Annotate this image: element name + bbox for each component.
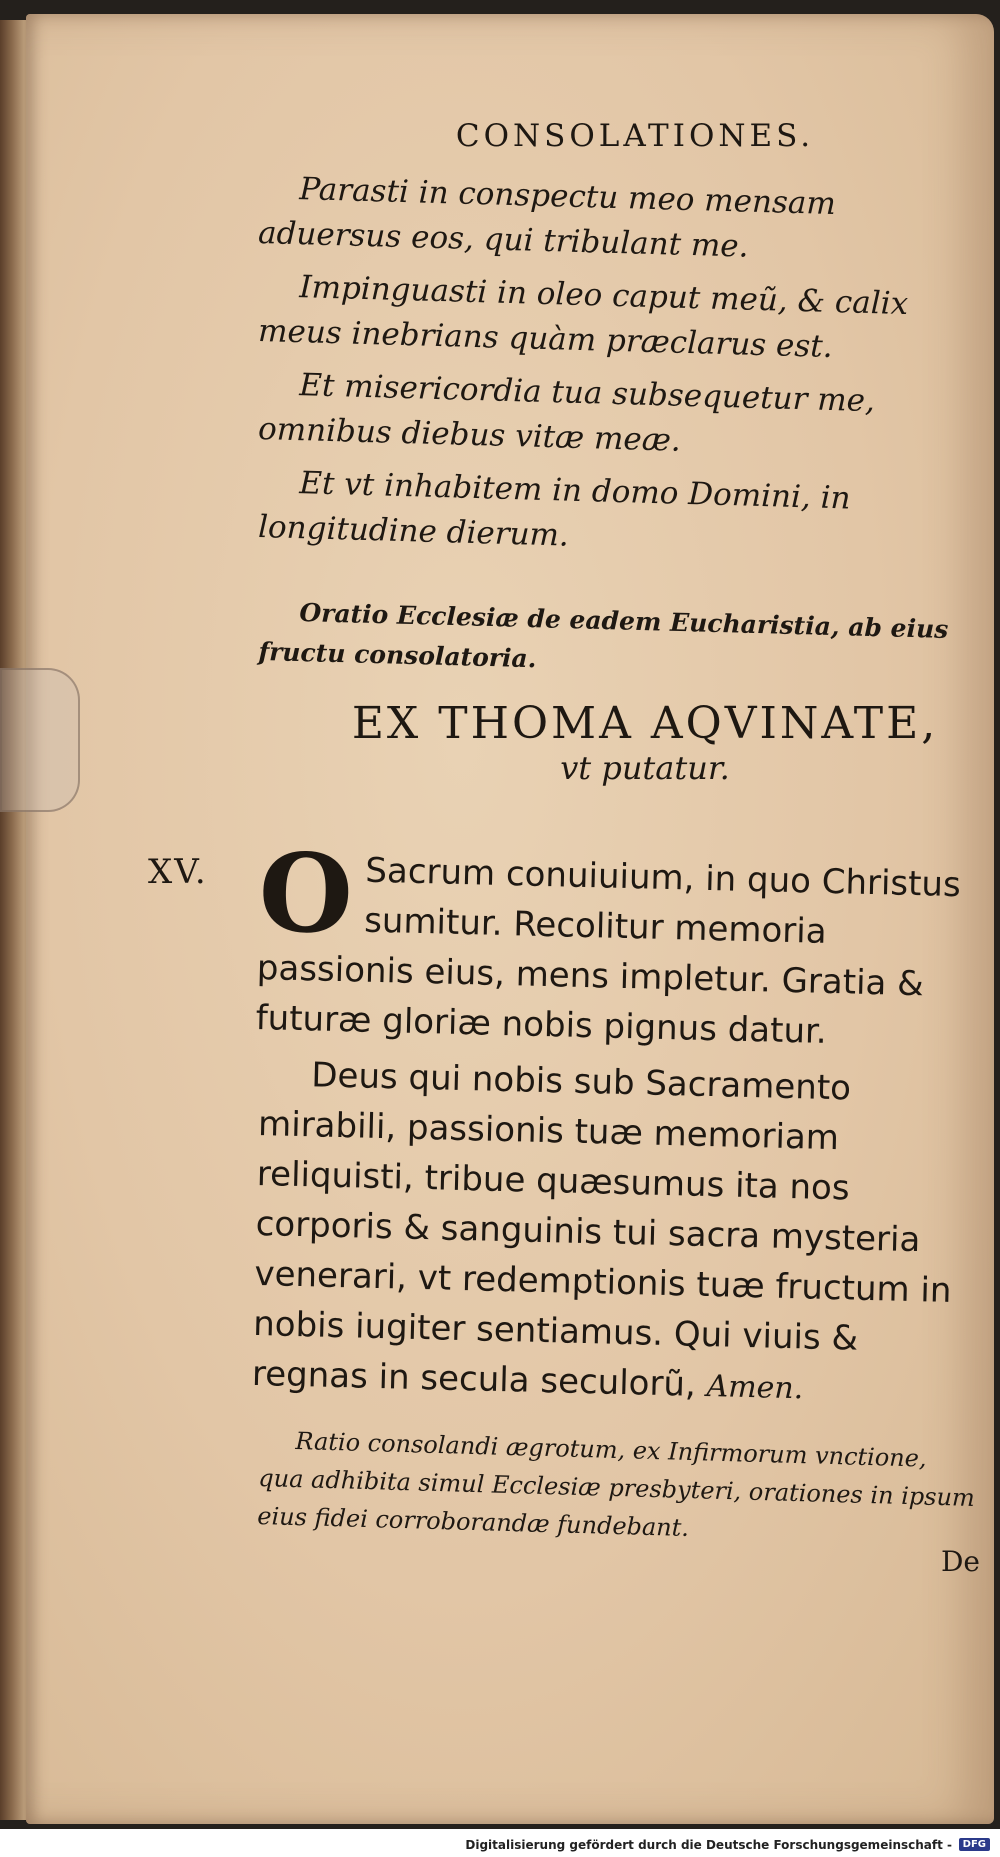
verse-4: Et vt inhabitem in domo Domini, in longitudine dierum.	[257, 465, 852, 554]
verse-3: Et misericordia tua subsequetur me, omnibus diebus vitæ meæ.	[257, 367, 876, 459]
verse-1: Parasti in conspectu meo mensam aduersus eos, qui tribulant me.	[257, 171, 837, 265]
verse-2: Impinguasti in oleo caput meũ, & calix meus inebrians quàm præclarus est.	[257, 269, 909, 366]
prayer-text-2: Deus qui nobis sub Sacramento mirabili, passionis tuæ memoriam reliquisti, tribue quæsumus ita nos corporis & sanguinis tui sacra mysteria venerari, vt redemptionis tuæ fructum in nobis iugiter sentiamus. Qui viuis & regnas in secula seculorũ,	[251, 1055, 952, 1405]
catchword: De	[940, 1545, 980, 1578]
running-head: CONSOLATIONES.	[455, 118, 815, 154]
page-text	[251, 118, 980, 1543]
amen: Amen.	[706, 1369, 804, 1407]
footer-credit: Digitalisierung gefördert durch die Deutsche Forschungsgemeinschaft -	[465, 1838, 952, 1852]
prayer-paragraph-2	[251, 1049, 979, 1418]
rubric-oratio: Oratio Ecclesiæ de eadem Eucharistia, ab eius fructu consolatoria.	[258, 598, 949, 674]
bookmark-clip	[0, 668, 80, 812]
dfg-logo: DFG	[959, 1838, 990, 1851]
section-heading: EX THOMA AQVINATE,	[351, 698, 939, 749]
prayer-paragraph-1	[255, 830, 980, 1061]
drop-cap: O	[257, 830, 355, 959]
marginal-number: XV.	[148, 852, 208, 892]
section-subheading: vt putatur.	[560, 749, 730, 787]
closing-rubric: Ratio consolandi ægrotum, ex Infirmorum vnctione, qua adhibita simul Ecclesiæ presbyteri, orationes in ipsum eius fidei corroborandæ fundebant.	[256, 1427, 976, 1543]
footer-bar	[0, 1829, 1000, 1857]
prayer-text-1: Sacrum conuiuium, in quo Christus sumitur. Recolitur memoria passionis eius, mens impletur. Gratia & futuræ gloriæ nobis pignus datur.	[255, 850, 962, 1052]
